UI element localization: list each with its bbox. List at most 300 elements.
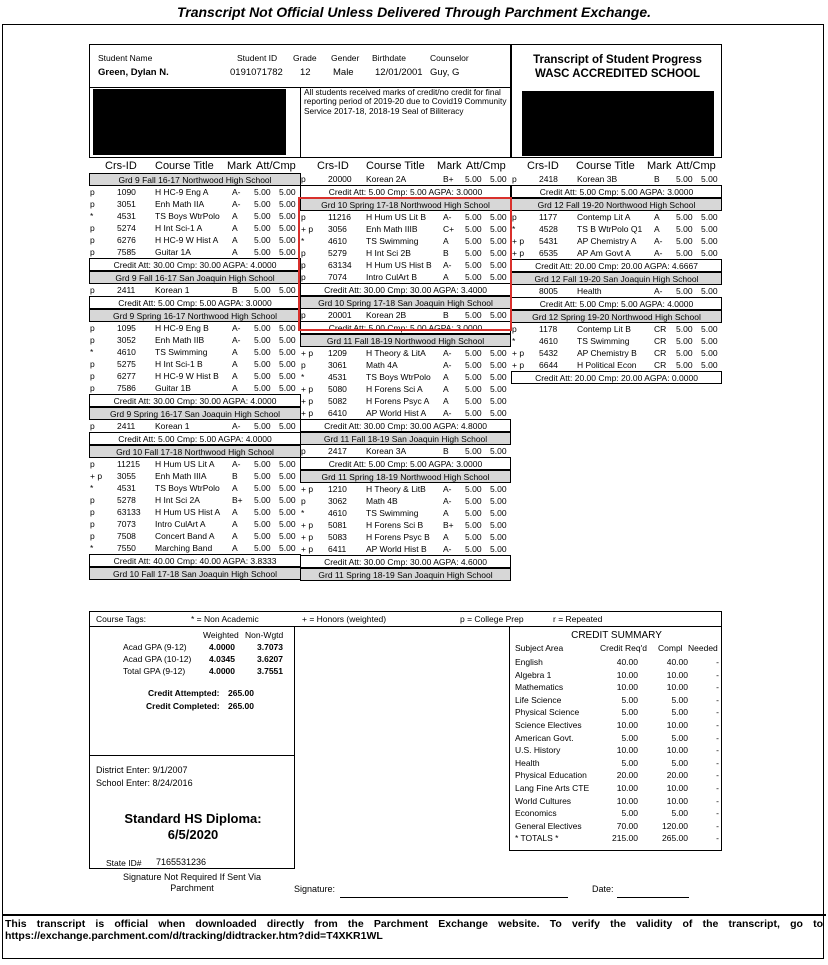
course-completed: 5.00 <box>490 484 507 494</box>
course-id: 2417 <box>328 446 347 456</box>
course-attempted: 5.00 <box>465 272 482 282</box>
course-title: Marching Band <box>155 543 213 553</box>
course-completed: 5.00 <box>490 496 507 506</box>
course-title: Math 4B <box>366 496 398 506</box>
cs-area: Economics <box>515 808 557 819</box>
course-tag: * <box>301 508 305 518</box>
course-tag: p <box>301 212 306 222</box>
course-mark: A <box>654 212 660 222</box>
course-completed: 5.00 <box>279 235 296 245</box>
cs-header-req: Credit Req'd <box>600 643 647 653</box>
course-attempted: 5.00 <box>254 383 271 393</box>
term-credit-summary: Credit Att: 5.00 Cmp: 5.00 AGPA: 3.0000 <box>300 321 511 334</box>
course-row <box>89 198 301 210</box>
course-completed: 5.00 <box>490 396 507 406</box>
course-id: 63133 <box>117 507 141 517</box>
course-completed: 5.00 <box>490 212 507 222</box>
course-completed: 5.00 <box>490 248 507 258</box>
cs-completed: 265.00 <box>662 833 688 844</box>
course-tag: p <box>90 519 95 529</box>
course-row <box>300 395 511 407</box>
term-credit-summary: Credit Att: 30.00 Cmp: 30.00 AGPA: 3.4000 <box>300 283 511 296</box>
course-id: 2411 <box>117 285 136 295</box>
course-id: 5274 <box>117 223 136 233</box>
course-mark: A <box>443 384 449 394</box>
course-completed: 5.00 <box>279 495 296 505</box>
course-title: AP World Hist B <box>366 544 427 554</box>
course-tag: * <box>301 236 305 246</box>
course-row <box>89 322 301 334</box>
cs-required: 70.00 <box>616 820 638 831</box>
course-attempted: 5.00 <box>676 286 693 296</box>
cs-header-area: Subject Area <box>515 643 564 653</box>
cs-completed: 10.00 <box>666 719 688 730</box>
course-tag: + p <box>301 224 314 234</box>
course-id: 4610 <box>539 336 558 346</box>
course-title: Korean 2B <box>366 310 407 320</box>
course-mark: A- <box>232 199 241 209</box>
course-mark: C+ <box>443 224 455 234</box>
cs-required: 20.00 <box>616 770 638 781</box>
course-tag: + p <box>90 471 103 481</box>
course-completed: 5.00 <box>701 212 718 222</box>
course-row <box>89 370 301 382</box>
diploma-date: 6/5/2020 <box>167 827 219 842</box>
date-label: Date: <box>592 884 614 894</box>
course-id: 11216 <box>328 212 352 222</box>
course-tag: p <box>512 174 517 184</box>
course-row <box>511 211 722 223</box>
course-id: 5080 <box>328 384 347 394</box>
course-row <box>300 359 511 371</box>
cs-completed: 5.00 <box>671 757 688 768</box>
course-row <box>300 259 511 271</box>
course-row <box>300 347 511 359</box>
course-row <box>89 234 301 246</box>
cs-header-compl: Compl <box>658 643 683 653</box>
course-row <box>300 495 511 507</box>
course-tag: p <box>301 272 306 282</box>
cs-area: Life Science <box>515 694 562 705</box>
course-attempted: 5.00 <box>254 223 271 233</box>
course-mark: A- <box>654 248 663 258</box>
course-title: H Political Econ <box>577 360 637 370</box>
course-id: 5083 <box>328 532 347 542</box>
cs-needed: - <box>716 808 719 819</box>
course-title: H Theory & LitA <box>366 348 426 358</box>
course-attempted: 5.00 <box>254 459 271 469</box>
course-tag: p <box>90 323 95 333</box>
course-mark: B <box>232 285 238 295</box>
course-completed: 5.00 <box>701 360 718 370</box>
term-credit-summary: Credit Att: 40.00 Cmp: 40.00 AGPA: 3.8333 <box>89 554 301 567</box>
cs-area: Algebra 1 <box>515 669 552 680</box>
course-row <box>511 223 722 235</box>
course-completed: 5.00 <box>279 187 296 197</box>
course-title: H Hum US Lit A <box>155 459 215 469</box>
course-row <box>300 309 511 321</box>
course-attempted: 5.00 <box>676 348 693 358</box>
course-title: TS Boys WtrPolo <box>155 483 220 493</box>
course-tag: * <box>90 211 94 221</box>
course-mark: B <box>443 248 449 258</box>
course-completed: 5.00 <box>490 360 507 370</box>
course-mark: A- <box>232 187 241 197</box>
course-mark: A <box>232 543 238 553</box>
course-row <box>300 271 511 283</box>
course-completed: 5.00 <box>490 446 507 456</box>
cs-completed: 10.00 <box>666 795 688 806</box>
cs-needed: - <box>716 795 719 806</box>
course-mark: A <box>232 507 238 517</box>
cs-completed: 5.00 <box>671 732 688 743</box>
course-completed: 5.00 <box>701 286 718 296</box>
gpa-weighted: 4.0345 <box>209 654 235 664</box>
tag-honors: + = Honors (weighted) <box>302 614 387 624</box>
term-credit-summary: Credit Att: 30.00 Cmp: 30.00 AGPA: 4.6000 <box>300 555 511 568</box>
cs-needed: - <box>716 820 719 831</box>
course-id: 1090 <box>117 187 136 197</box>
course-id: 4528 <box>539 224 558 234</box>
course-title: Korean 2A <box>366 174 407 184</box>
course-row <box>89 542 301 554</box>
course-id: 5082 <box>328 396 347 406</box>
course-id: 4531 <box>117 211 136 221</box>
course-title: Contemp Lit A <box>577 212 631 222</box>
course-completed: 5.00 <box>490 520 507 530</box>
course-row <box>300 543 511 555</box>
label-grade: Grade <box>293 53 317 63</box>
colhead-mark-3: Mark <box>647 160 672 172</box>
course-attempted: 5.00 <box>254 543 271 553</box>
course-attempted: 5.00 <box>465 248 482 258</box>
course-mark: A <box>232 235 238 245</box>
course-mark: A- <box>443 360 452 370</box>
course-row <box>511 247 722 259</box>
credit-summary-row <box>510 719 723 732</box>
course-mark: B <box>654 174 660 184</box>
term-credit-summary: Credit Att: 5.00 Cmp: 5.00 AGPA: 3.0000 <box>300 185 511 198</box>
course-tag: * <box>90 543 94 553</box>
course-attempted: 5.00 <box>254 211 271 221</box>
course-completed: 5.00 <box>490 532 507 542</box>
cs-required: 10.00 <box>616 682 638 693</box>
course-attempted: 5.00 <box>254 421 271 431</box>
course-completed: 5.00 <box>490 236 507 246</box>
course-tag: p <box>90 459 95 469</box>
course-attempted: 5.00 <box>465 532 482 542</box>
course-column-2 <box>300 173 511 581</box>
course-row <box>511 285 722 297</box>
course-id: 8005 <box>539 286 558 296</box>
credit-summary-row <box>510 807 723 820</box>
course-row <box>511 235 722 247</box>
cs-needed: - <box>716 745 719 756</box>
course-tag: p <box>90 247 95 257</box>
course-tag: p <box>90 235 95 245</box>
cs-needed: - <box>716 657 719 667</box>
date-line[interactable] <box>617 896 689 898</box>
course-completed: 5.00 <box>279 223 296 233</box>
credit-summary-row <box>510 706 723 719</box>
cs-completed: 120.00 <box>662 820 688 831</box>
course-title: H Int Sci 2B <box>366 248 411 258</box>
course-row <box>89 284 301 296</box>
cs-area: English <box>515 657 543 667</box>
gpa-row <box>90 653 296 665</box>
course-attempted: 5.00 <box>465 360 482 370</box>
course-title: TS Swimming <box>577 336 630 346</box>
course-attempted: 5.00 <box>465 310 482 320</box>
course-attempted: 5.00 <box>676 360 693 370</box>
course-attempted: 5.00 <box>465 396 482 406</box>
term-header: Grd 10 Spring 17-18 San Joaquin High School <box>300 296 511 309</box>
course-title: Math 4A <box>366 360 398 370</box>
course-row <box>89 246 301 258</box>
course-attempted: 5.00 <box>254 483 271 493</box>
course-id: 5275 <box>117 359 136 369</box>
course-mark: A- <box>232 335 241 345</box>
colhead-mark-1: Mark <box>227 160 252 172</box>
course-title: H Hum US Hist A <box>155 507 221 517</box>
course-attempted: 5.00 <box>465 174 482 184</box>
credit-summary-row <box>510 782 723 795</box>
course-completed: 5.00 <box>490 310 507 320</box>
course-mark: CR <box>654 336 667 346</box>
course-id: 3052 <box>117 335 136 345</box>
term-credit-summary: Credit Att: 5.00 Cmp: 5.00 AGPA: 3.0000 <box>300 457 511 470</box>
course-attempted: 5.00 <box>465 508 482 518</box>
course-row <box>89 358 301 370</box>
gpa-label: Acad GPA (9-12) <box>123 642 187 652</box>
student-birthdate: 12/01/2001 <box>375 67 423 78</box>
course-title: TS Swimming <box>366 508 419 518</box>
course-row <box>300 507 511 519</box>
term-header: Grd 12 Fall 19-20 San Joaquin High School <box>511 272 722 285</box>
course-id: 1177 <box>539 212 558 222</box>
cs-needed: - <box>716 732 719 743</box>
course-tag: p <box>90 383 95 393</box>
note-box <box>300 87 511 158</box>
credit-summary-row <box>510 669 723 682</box>
course-mark: CR <box>654 324 667 334</box>
course-row <box>89 210 301 222</box>
course-mark: B <box>443 310 449 320</box>
course-id: 3056 <box>328 224 347 234</box>
colhead-crs-1: Crs-ID <box>105 160 137 172</box>
credit-summary-row <box>510 744 723 757</box>
course-title: TS B WtrPolo Q1 <box>577 224 643 234</box>
course-title: TS Boys WtrPolo <box>155 211 220 221</box>
course-id: 7074 <box>328 272 347 282</box>
term-header: Grd 10 Fall 17-18 Northwood High School <box>89 445 301 458</box>
term-header: Grd 9 Fall 16-17 Northwood High School <box>89 173 301 186</box>
course-title: AP World Hist A <box>366 408 427 418</box>
course-tag: p <box>301 174 306 184</box>
cs-needed: - <box>716 833 719 844</box>
gpa-box <box>89 626 295 756</box>
course-mark: A <box>443 372 449 382</box>
cs-completed: 10.00 <box>666 782 688 793</box>
course-id: 3051 <box>117 199 136 209</box>
cs-area: World Cultures <box>515 795 572 806</box>
course-id: 1210 <box>328 484 347 494</box>
cs-area: Physical Science <box>515 707 580 718</box>
course-mark: A- <box>232 459 241 469</box>
course-id: 3061 <box>328 360 347 370</box>
course-tag: p <box>90 421 95 431</box>
student-grade: 12 <box>300 67 311 78</box>
course-tag: + p <box>301 520 314 530</box>
course-tag: p <box>301 496 306 506</box>
course-title: Enh Math IIA <box>155 199 205 209</box>
course-attempted: 5.00 <box>254 323 271 333</box>
course-completed: 5.00 <box>490 260 507 270</box>
course-mark: A <box>443 396 449 406</box>
course-tags-box <box>89 611 722 627</box>
course-title: H Theory & LitB <box>366 484 426 494</box>
term-header: Grd 10 Spring 17-18 Northwood High School <box>300 198 511 211</box>
course-row <box>300 211 511 223</box>
course-row <box>511 335 722 347</box>
course-completed: 5.00 <box>701 224 718 234</box>
cs-completed: 40.00 <box>666 657 688 667</box>
state-id: 7165531236 <box>156 857 207 867</box>
course-id: 4610 <box>328 508 347 518</box>
course-attempted: 5.00 <box>254 519 271 529</box>
footer-verification: This transcript is official when downloaded directly from the Parchment Exchange website. To verify the validity of the transcript, go to https://exchange.parchment.com/d/tracking/didtracker.htm?did=T4XKR1WL <box>5 918 823 942</box>
gpa-row <box>90 665 296 677</box>
course-completed: 5.00 <box>279 285 296 295</box>
course-row <box>89 222 301 234</box>
course-id: 7073 <box>117 519 136 529</box>
cs-needed: - <box>716 707 719 718</box>
school-enter: School Enter: 8/24/2016 <box>96 778 193 788</box>
course-row <box>89 420 301 432</box>
course-mark: A <box>232 519 238 529</box>
credit-summary-row <box>510 795 723 808</box>
course-title: H Int Sci-1 A <box>155 223 203 233</box>
course-title: H Forens Psyc B <box>366 532 430 542</box>
course-id: 5432 <box>539 348 558 358</box>
cs-completed: 5.00 <box>671 707 688 718</box>
course-attempted: 5.00 <box>465 260 482 270</box>
course-row <box>89 530 301 542</box>
cs-required: 10.00 <box>616 795 638 806</box>
signature-note-line2: Parchment <box>170 883 214 893</box>
cs-completed: 10.00 <box>666 682 688 693</box>
course-row <box>300 519 511 531</box>
course-completed: 5.00 <box>279 371 296 381</box>
cs-needed: - <box>716 669 719 680</box>
course-attempted: 5.00 <box>254 507 271 517</box>
course-row <box>511 359 722 371</box>
course-completed: 5.00 <box>490 224 507 234</box>
course-tag: p <box>301 360 306 370</box>
course-completed: 5.00 <box>279 347 296 357</box>
course-completed: 5.00 <box>279 359 296 369</box>
credit-attempted-label: Credit Attempted: <box>148 688 220 698</box>
term-header: Grd 11 Fall 18-19 Northwood High School <box>300 334 511 347</box>
signature-line[interactable] <box>340 896 568 898</box>
course-mark: A <box>232 223 238 233</box>
course-attempted: 5.00 <box>465 408 482 418</box>
course-attempted: 5.00 <box>676 212 693 222</box>
course-title: Enh Math IIIA <box>155 471 207 481</box>
gpa-weighted: 4.0000 <box>209 642 235 652</box>
course-attempted: 5.00 <box>465 236 482 246</box>
label-counselor: Counselor <box>430 53 469 63</box>
course-row <box>89 382 301 394</box>
course-id: 2418 <box>539 174 558 184</box>
gpa-rows <box>90 641 296 677</box>
course-tag: p <box>90 285 95 295</box>
colhead-title-1: Course Title <box>155 160 214 172</box>
term-header: Grd 10 Fall 17-18 San Joaquin High School <box>89 567 301 580</box>
course-attempted: 5.00 <box>676 236 693 246</box>
gpa-row <box>90 641 296 653</box>
course-mark: A- <box>443 408 452 418</box>
tag-college-prep: p = College Prep <box>460 614 524 624</box>
redacted-block-2 <box>522 91 714 156</box>
credit-summary-rows <box>510 656 723 845</box>
student-counselor: Guy, G <box>430 67 460 78</box>
course-mark: CR <box>654 360 667 370</box>
gpa-nonweighted: 3.7073 <box>257 642 283 652</box>
transcript-title: Transcript of Student Progress <box>533 54 702 66</box>
course-row <box>89 494 301 506</box>
course-title: H Int Sci 2A <box>155 495 200 505</box>
course-completed: 5.00 <box>490 544 507 554</box>
credit-summary-title: CREDIT SUMMARY <box>571 630 662 641</box>
course-mark: A- <box>654 236 663 246</box>
course-tag: p <box>301 446 306 456</box>
course-tag: + p <box>301 484 314 494</box>
course-attempted: 5.00 <box>465 212 482 222</box>
term-header: Grd 12 Fall 19-20 Northwood High School <box>511 198 722 211</box>
credit-summary-row <box>510 820 723 833</box>
diploma-type: Standard HS Diploma: <box>124 811 262 826</box>
course-id: 5279 <box>328 248 347 258</box>
gpa-header-weighted: Weighted <box>203 630 239 640</box>
student-id: 0191071782 <box>230 67 283 78</box>
course-attempted: 5.00 <box>676 324 693 334</box>
course-row <box>300 235 511 247</box>
cs-completed: 10.00 <box>666 669 688 680</box>
course-mark: A <box>232 247 238 257</box>
course-completed: 5.00 <box>279 519 296 529</box>
school-info-box <box>89 87 301 158</box>
course-mark: A <box>443 236 449 246</box>
course-mark: A <box>443 508 449 518</box>
course-row <box>511 323 722 335</box>
course-id: 5278 <box>117 495 136 505</box>
cs-needed: - <box>716 719 719 730</box>
course-id: 3055 <box>117 471 136 481</box>
course-title: H Forens Sci A <box>366 384 423 394</box>
course-mark: A <box>232 211 238 221</box>
course-id: 6644 <box>539 360 558 370</box>
course-id: 7586 <box>117 383 136 393</box>
course-mark: B+ <box>443 520 454 530</box>
course-attempted: 5.00 <box>676 248 693 258</box>
course-completed: 5.00 <box>279 199 296 209</box>
course-tag: p <box>90 507 95 517</box>
course-attempted: 5.00 <box>676 336 693 346</box>
cs-needed: - <box>716 694 719 705</box>
gpa-nonweighted: 3.7551 <box>257 666 283 676</box>
course-row <box>511 347 722 359</box>
